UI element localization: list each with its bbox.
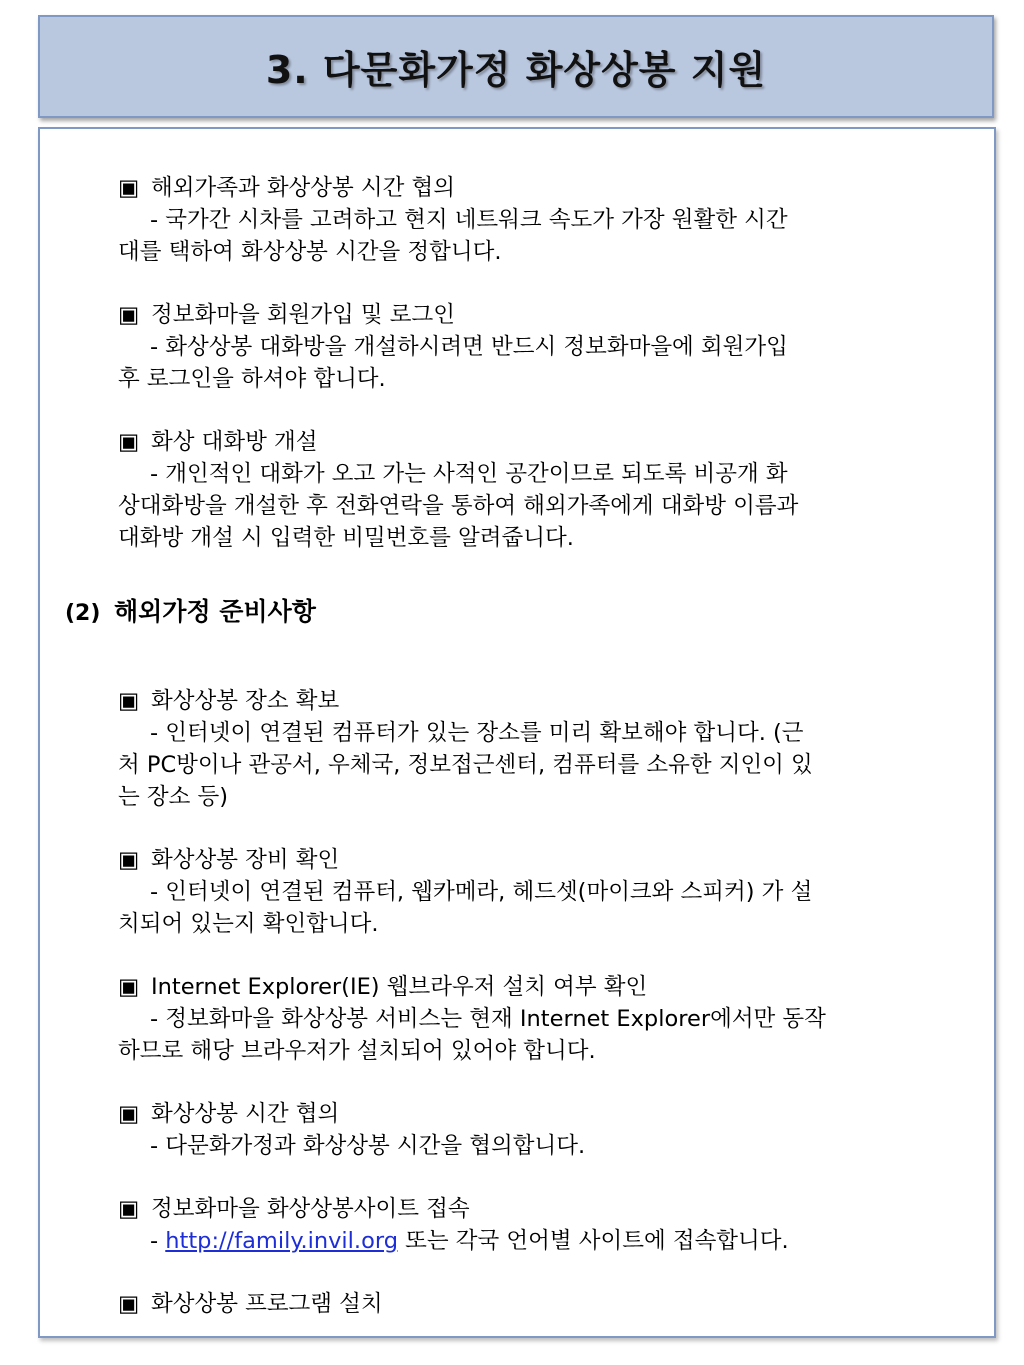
item-text-line: - 개인적인 대화가 오고 가는 사적인 공간이므로 되도록 비공개 화 [150, 461, 788, 487]
item-check-browser [118, 971, 962, 1067]
subsection-number: (2) [65, 601, 101, 626]
square-bullet-icon: ▣ [118, 688, 140, 714]
item-heading: ▣ 화상상봉 장비 확인 [118, 844, 962, 876]
item-heading: ▣ 화상상봉 장소 확보 [118, 685, 962, 717]
item-text-line: - 화상상봉 대화방을 개설하시려면 반드시 정보화마을에 회원가입 [150, 334, 788, 360]
item-text-line: 대를 택하여 화상상봉 시간을 정합니다. [118, 239, 502, 265]
item-text-line: 는 장소 등) [118, 784, 229, 810]
item-text-line: - 정보화마을 화상상봉 서비스는 현재 Internet Explorer에서만 동작 [150, 1006, 826, 1032]
item-text-line: - 국가간 시차를 고려하고 현지 네트워크 속도가 가장 원활한 시간 [150, 207, 788, 233]
subsection-title: 해외가정 준비사항 [114, 597, 316, 626]
item-text-line: - http://family.invil.org 또는 각국 언어별 사이트에 접속합니다. [150, 1228, 789, 1254]
item-site-access [118, 1193, 962, 1257]
title-banner [38, 15, 994, 118]
item-heading: ▣ 화상 대화방 개설 [118, 426, 962, 458]
subsection-heading [65, 596, 909, 630]
square-bullet-icon: ▣ [118, 1196, 140, 1222]
item-text-line: - 인터넷이 연결된 컴퓨터가 있는 장소를 미리 확보해야 합니다. (근 [150, 720, 804, 746]
item-open-chatroom [118, 426, 962, 554]
item-text-line: 상대화방을 개설한 후 전화연락을 통하여 해외가족에게 대화방 이름과 [118, 493, 799, 519]
item-heading: ▣ 정보화마을 회원가입 및 로그인 [118, 299, 962, 331]
item-text-line: 치되어 있는지 확인합니다. [118, 911, 379, 937]
item-heading: ▣ 해외가족과 화상상봉 시간 협의 [118, 172, 962, 204]
item-heading: ▣ Internet Explorer(IE) 웹브라우저 설치 여부 확인 [118, 971, 962, 1003]
square-bullet-icon: ▣ [118, 1291, 140, 1317]
item-text-line: 대화방 개설 시 입력한 비밀번호를 알려줍니다. [118, 525, 574, 551]
square-bullet-icon: ▣ [118, 302, 140, 328]
page-title: 3. 다문화가정 화상상봉 지원 [265, 48, 767, 92]
square-bullet-icon: ▣ [118, 847, 140, 873]
item-heading: ▣ 화상상봉 시간 협의 [118, 1098, 962, 1130]
family-site-link[interactable]: http://family.invil.org [165, 1228, 398, 1254]
item-text-line: - 인터넷이 연결된 컴퓨터, 웹카메라, 헤드셋(마이크와 스피커) 가 설 [150, 879, 813, 905]
item-heading: ▣ 정보화마을 화상상봉사이트 접속 [118, 1193, 962, 1225]
square-bullet-icon: ▣ [118, 974, 140, 1000]
content-body [65, 172, 962, 1351]
square-bullet-icon: ▣ [118, 175, 140, 201]
item-schedule-consultation [118, 172, 962, 268]
item-time-consultation [118, 1098, 962, 1162]
item-text-line: 하므로 해당 브라우저가 설치되어 있어야 합니다. [118, 1038, 596, 1064]
item-install-program [118, 1288, 962, 1320]
item-text-line: 후 로그인을 하셔야 합니다. [118, 366, 386, 392]
item-text-line: 처 PC방이나 관공서, 우체국, 정보접근센터, 컴퓨터를 소유한 지인이 있 [118, 752, 813, 778]
item-text-line: - 다문화가정과 화상상봉 시간을 협의합니다. [150, 1133, 586, 1159]
square-bullet-icon: ▣ [118, 429, 140, 455]
item-signup-login [118, 299, 962, 395]
square-bullet-icon: ▣ [118, 1101, 140, 1127]
item-check-equipment [118, 844, 962, 940]
item-secure-location [118, 685, 962, 813]
content-panel [38, 127, 996, 1338]
item-heading: ▣ 화상상봉 프로그램 설치 [118, 1288, 962, 1320]
